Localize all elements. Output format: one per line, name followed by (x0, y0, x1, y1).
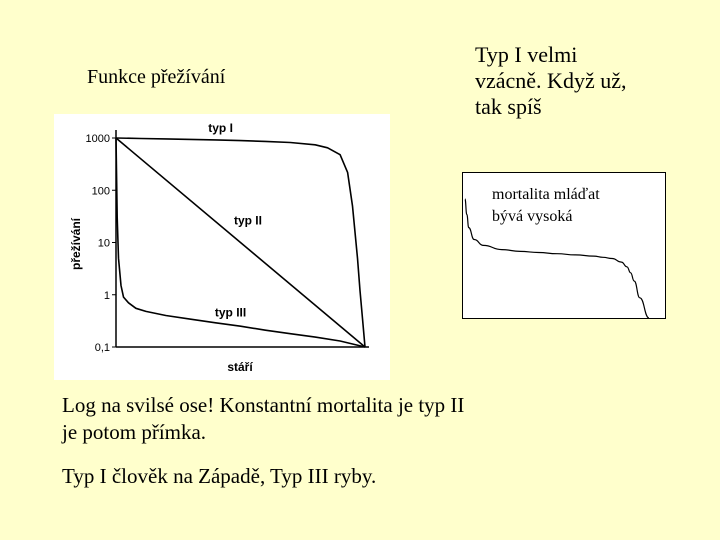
caption-examples: Typ I člověk na Západě, Typ III ryby. (62, 464, 377, 488)
y-tick-label: 100 (91, 185, 110, 198)
note-type-one: Typ I velmi vzácně. Když už, tak spíš (475, 42, 627, 119)
slide-title: Funkce přežívání (87, 66, 226, 88)
survival-chart (54, 114, 390, 380)
note-juvenile-mortality: mortalita mláďat bývá vysoká (492, 186, 600, 225)
y-tick-label: 0,1 (94, 342, 110, 354)
series-label-typ-ii: typ II (233, 213, 262, 228)
y-tick-label: 1000 (85, 133, 110, 145)
series-label-typ-i: typ I (208, 121, 233, 136)
y-tick-labels (86, 133, 116, 354)
y-tick-label: 1 (103, 289, 110, 302)
y-tick-label: 10 (97, 237, 110, 250)
y-axis-label: přežívání (69, 217, 83, 271)
series-label-typ-iii: typ III (214, 305, 247, 320)
x-axis-label: stáří (227, 360, 253, 374)
series-labels (208, 121, 262, 320)
caption-log-axis: Log na svilsé ose! Konstantní mortalita je typ II je potom přímka. (62, 393, 465, 444)
